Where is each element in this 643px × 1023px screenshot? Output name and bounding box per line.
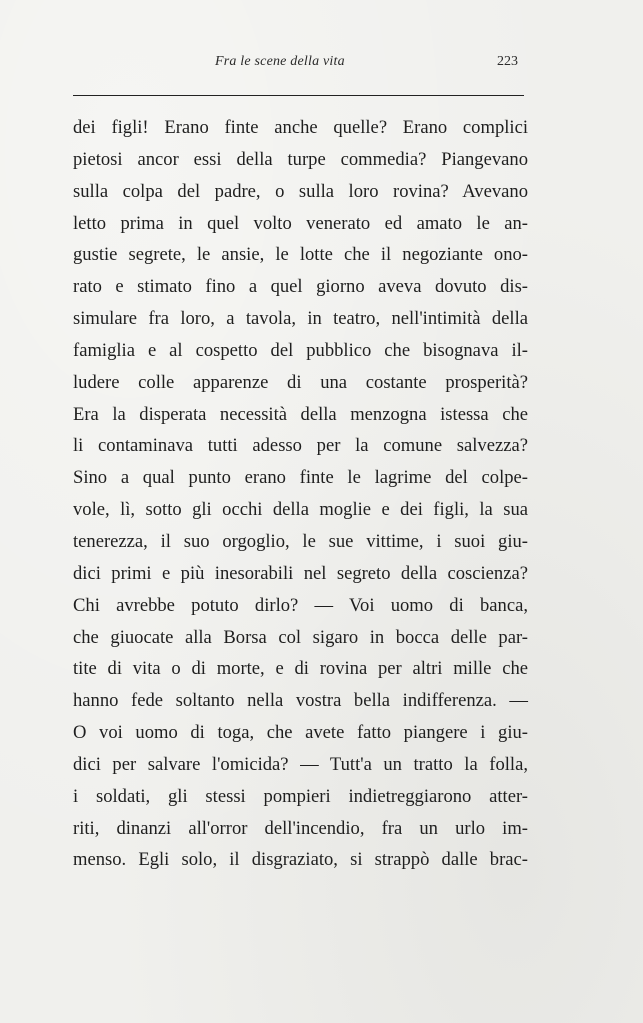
- text-line: che giuocate alla Borsa col sigaro in bocca delle par-: [73, 626, 528, 648]
- text-line: famiglia e al cospetto del pubblico che bisognava il-: [73, 339, 528, 361]
- text-line: hanno fede soltanto nella vostra bella indifferenza. —: [73, 690, 528, 712]
- text-line: O voi uomo di toga, che avete fatto piangere i giu-: [73, 722, 528, 744]
- text-line: simulare fra loro, a tavola, in teatro, nell'intimità della: [73, 308, 528, 330]
- text-line: i soldati, gli stessi pompieri indietreggiarono atter-: [73, 785, 528, 807]
- text-line: Sino a qual punto erano finte le lagrime del colpe-: [73, 467, 528, 489]
- body-text: [73, 112, 528, 876]
- text-line: Era la disperata necessità della menzogna istessa che: [73, 403, 528, 425]
- text-line: li contaminava tutti adesso per la comune salvezza?: [73, 435, 528, 457]
- text-line: riti, dinanzi all'orror dell'incendio, fra un urlo im-: [73, 817, 528, 839]
- text-line: pietosi ancor essi della turpe commedia? Piangevano: [73, 148, 528, 170]
- text-line: menso. Egli solo, il disgraziato, si strappò dalle brac-: [73, 849, 528, 871]
- text-line: letto prima in quel volto venerato ed amato le an-: [73, 212, 528, 234]
- text-line: dei figli! Erano finte anche quelle? Erano complici: [73, 117, 528, 138]
- text-line: tite di vita o di morte, e di rovina per altri mille che: [73, 658, 528, 680]
- running-head: [0, 54, 643, 74]
- text-line: gustie segrete, le ansie, le lotte che il negoziante ono-: [73, 244, 528, 266]
- text-line: rato e stimato fino a quel giorno aveva dovuto dis-: [73, 276, 528, 298]
- text-line: ludere colle apparenze di una costante prosperità?: [73, 371, 528, 393]
- running-title: Fra le scene della vita: [215, 54, 345, 69]
- text-line: dici primi e più inesorabili nel segreto della coscienza?: [73, 562, 528, 584]
- page-number: 223: [497, 54, 518, 69]
- text-line: Chi avrebbe potuto dirlo? — Voi uomo di banca,: [73, 594, 528, 616]
- header-rule: [73, 95, 524, 96]
- text-line: vole, lì, sotto gli occhi della moglie e dei figli, la sua: [73, 499, 528, 521]
- text-line: tenerezza, il suo orgoglio, le sue vittime, i suoi giu-: [73, 530, 528, 552]
- text-line: dici per salvare l'omicida? — Tutt'a un tratto la folla,: [73, 753, 528, 775]
- text-line: sulla colpa del padre, o sulla loro rovina? Avevano: [73, 180, 528, 202]
